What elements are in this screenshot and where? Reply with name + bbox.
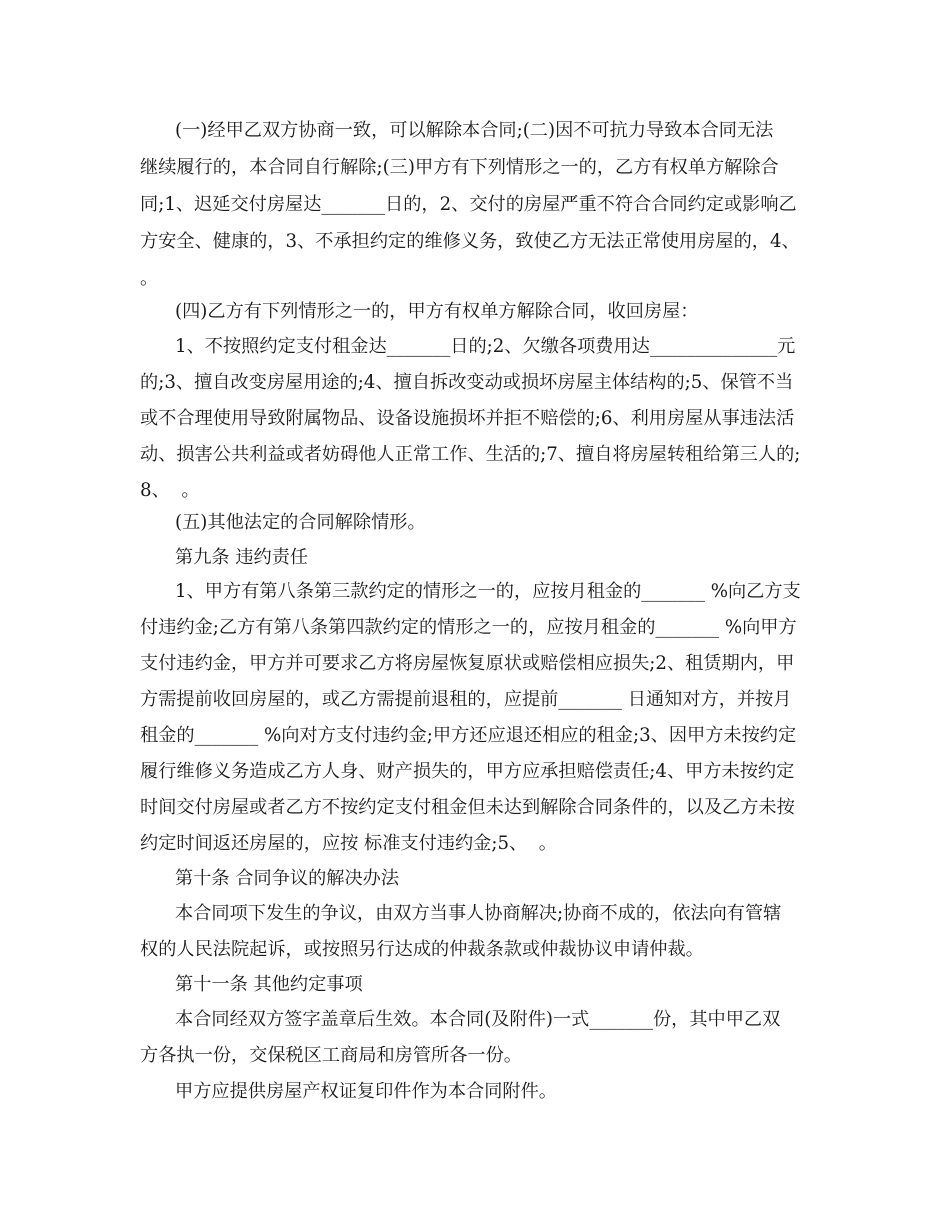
text-line: 甲方应提供房屋产权证复印件作为本合同附件。	[175, 1081, 557, 1102]
text-line: 1、不按照约定支付租金达_______日的;2、欠缴各项费用达______________元	[175, 336, 796, 357]
text-line: 约定时间返还房屋的，应按 标准支付违约金;5、 。	[140, 833, 557, 854]
section-heading: (五)其他法定的合同解除情形。	[175, 512, 426, 533]
text-line: 履行维修义务造成乙方人身、财产损失的，甲方应承担赔偿责任;4、甲方未按约定	[140, 761, 795, 782]
text-line: 权的人民法院起诉，或按照另行达成的仲裁条款或仲裁协议申请仲裁。	[140, 939, 704, 960]
article-heading: 第十条 合同争议的解决办法	[175, 868, 400, 889]
text-line: 方各执一份，交保税区工商局和房管所各一份。	[140, 1045, 522, 1066]
text-line: 同;1、迟延交付房屋达_______日的，2、交付的房屋严重不符合合同约定或影响乙	[140, 194, 797, 215]
section-heading: (四)乙方有下列情形之一的，甲方有权单方解除合同，收回房屋：	[175, 301, 699, 322]
article-heading: 第十一条 其他约定事项	[175, 974, 363, 995]
text-line: 的;3、擅自改变房屋用途的;4、擅自拆改变动或损坏房屋主体结构的;5、保管不当	[140, 372, 794, 393]
text-line: 或不合理使用导致附属物品、设备设施损坏并拒不赔偿的;6、利用房屋从事违法活	[140, 408, 795, 429]
text-line: 动、损害公共利益或者妨碍他人正常工作、生活的;7、擅自将房屋转租给第三人的;	[140, 444, 801, 465]
text-line: 时间交付房屋或者乙方不按约定支付租金但未达到解除合同条件的，以及乙方未按	[140, 797, 795, 818]
text-line: 方安全、健康的，3、不承担约定的维修义务，致使乙方无法正常使用房屋的，4、	[140, 231, 800, 252]
text-line: 1、甲方有第八条第三款约定的情形之一的，应按月租金的_______ %向乙方支	[175, 581, 801, 602]
text-line: 8、 。	[140, 480, 200, 501]
text-line: 方需提前收回房屋的，或乙方需提前退租的，应提前_______ 日通知对方，并按月	[140, 689, 792, 710]
text-line: 支付违约金，甲方并可要求乙方将房屋恢复原状或赔偿相应损失;2、租赁期内，甲	[140, 653, 795, 674]
text-line: 本合同经双方签字盖章后生效。本合同(及附件)一式_______份，其中甲乙双	[175, 1009, 781, 1030]
text-line: 本合同项下发生的争议，由双方当事人协商解决;协商不成的，依法向有管辖	[175, 903, 782, 924]
text-line: (一)经甲乙双方协商一致，可以解除本合同;(二)因不可抗力导致本合同无法	[175, 120, 774, 141]
text-line: 租金的_______ %向对方支付违约金;甲方还应退还相应的租金;3、因甲方未按约定	[140, 725, 797, 746]
article-heading: 第九条 违约责任	[175, 547, 309, 568]
text-line: 继续履行的，本合同自行解除;(三)甲方有下列情形之一的，乙方有权单方解除合	[140, 157, 779, 178]
text-line: 。	[140, 268, 159, 289]
text-line: 付违约金;乙方有第八条第四款约定的情形之一的，应按月租金的_______ %向甲方	[140, 617, 797, 638]
